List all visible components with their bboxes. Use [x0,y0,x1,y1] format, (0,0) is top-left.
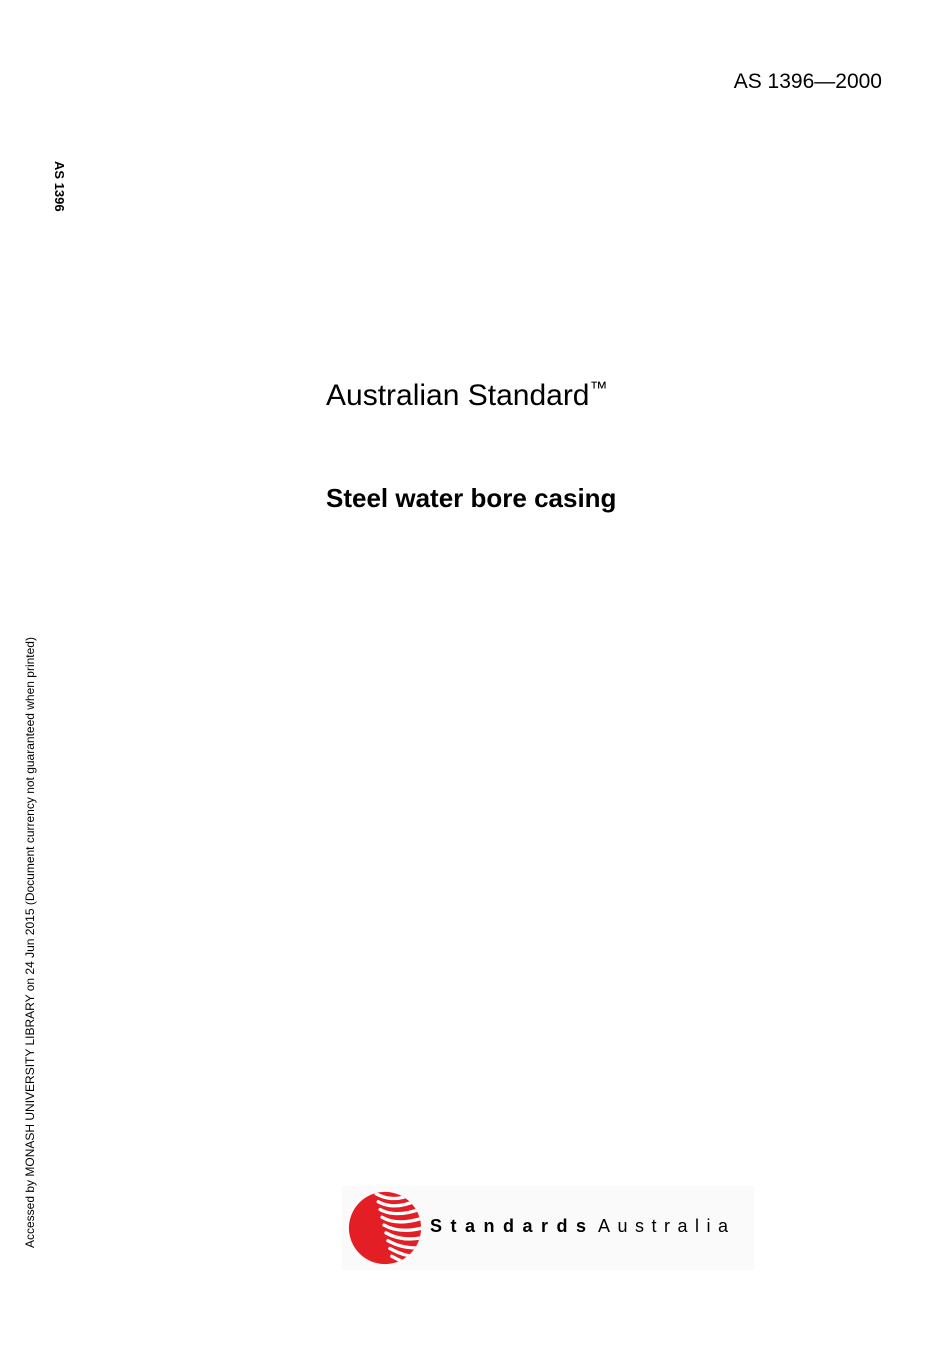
logo-text-australia: Australia [598,1216,736,1236]
logo-text-standards: Standards [430,1216,595,1236]
standard-type-heading [326,378,608,413]
standards-australia-logo [342,1186,754,1270]
standards-australia-logo-icon [346,1188,424,1268]
trademark-symbol: ™ [589,378,608,398]
standard-type-text: Australian Standard [326,379,590,412]
spine-label: AS 1396 [52,161,67,212]
access-notice: Accessed by MONASH UNIVERSITY LIBRARY on 24 Jun 2015 (Document currency not guaranteed when printed) [23,637,37,1248]
document-title: Steel water bore casing [326,483,617,513]
document-number: AS 1396—2000 [733,70,882,93]
